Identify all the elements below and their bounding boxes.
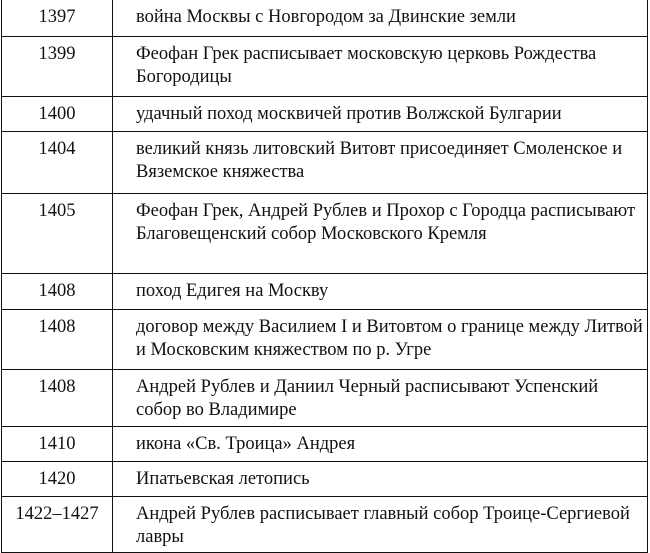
table-row (2, 193, 648, 273)
table-row (2, 426, 648, 461)
table-row (2, 96, 648, 131)
year-cell: 1422–1427 (2, 496, 113, 552)
table-row (2, 309, 648, 369)
year-cell: 1408 (2, 309, 113, 369)
event-cell: икона «Св. Троица» Андрея (113, 426, 648, 461)
table-row (2, 0, 648, 36)
event-cell: Андрей Рублев расписывает главный собор Троице-Сергиевой лавры (113, 496, 648, 552)
year-cell: 1399 (2, 36, 113, 96)
year-cell: 1408 (2, 273, 113, 309)
table-body (2, 0, 648, 552)
table-row (2, 496, 648, 552)
event-cell: война Москвы с Новгородом за Двинские земли (113, 0, 648, 36)
year-cell: 1400 (2, 96, 113, 131)
year-cell: 1405 (2, 193, 113, 273)
year-cell: 1420 (2, 461, 113, 496)
event-cell: великий князь литовский Витовт присоединяет Смоленское и Вяземское княжества (113, 131, 648, 193)
table-row (2, 273, 648, 309)
chronology-table (1, 0, 648, 553)
event-cell: Феофан Грек, Андрей Рублев и Прохор с Городца расписывают Благовещенский собор Московского Кремля (113, 193, 648, 273)
table-row (2, 461, 648, 496)
event-cell: Андрей Рублев и Даниил Черный расписывают Успенский собор во Владимире (113, 369, 648, 426)
year-cell: 1408 (2, 369, 113, 426)
year-cell: 1404 (2, 131, 113, 193)
table-row (2, 131, 648, 193)
event-cell: договор между Василием I и Витовтом о границе между Литвой и Московским княжеством по р. Угре (113, 309, 648, 369)
event-cell: поход Едигея на Москву (113, 273, 648, 309)
year-cell: 1410 (2, 426, 113, 461)
table-row (2, 36, 648, 96)
event-cell: Феофан Грек расписывает московскую церковь Рождества Богородицы (113, 36, 648, 96)
event-cell: удачный поход москвичей против Волжской Булгарии (113, 96, 648, 131)
table-row (2, 369, 648, 426)
event-cell: Ипатьевская летопись (113, 461, 648, 496)
year-cell: 1397 (2, 0, 113, 36)
